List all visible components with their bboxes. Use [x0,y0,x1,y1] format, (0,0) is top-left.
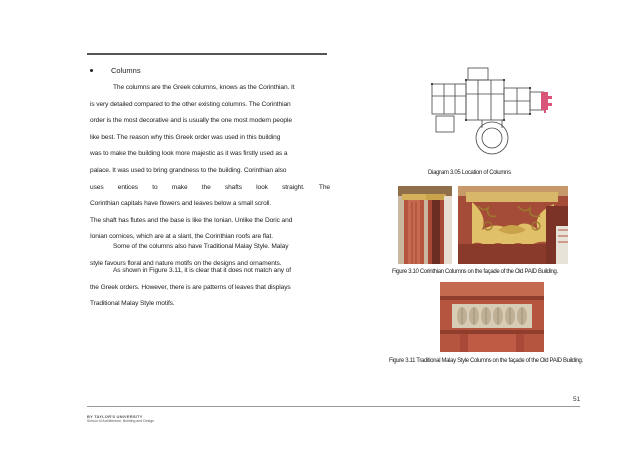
text-line: The shaft has flutes and the base is like the Ionian. Unlike the Doric and [90,216,293,224]
photo-corinthian-column-wide [398,186,452,264]
logo-subtitle: School of Architecture, Building and Design [87,419,155,423]
logo-title: BY TAYLOR'S UNIVERSITY [87,414,143,419]
text-line: Corinthian capitals have flowers and leaves below a small scroll. [90,200,272,208]
word: the [201,183,211,191]
figure-3-11-caption: Figure 3.11 Traditional Malay Style Columns on the façade of the Old PAID Building. [389,358,583,364]
text-line: Traditional Malay Style motifs. [90,300,175,308]
bottom-divider [87,406,580,407]
word: The [318,183,330,191]
text-line: As shown in Figure 3.11, it is clear that it does not match any of [113,267,291,274]
word: look [256,183,268,191]
word: uses [90,183,104,191]
university-logo [87,414,154,424]
text-line: Ionian cornices, which are at a slant, the Corinthian roofs are flat. [90,233,273,241]
word: straight. [282,183,305,191]
text-line: order is the most decorative and is usually the one most modern people [90,117,292,125]
section-heading [90,66,141,75]
text-line: palace. It was used to bring grandness to the building. Corinthian also [90,166,287,174]
paragraph-figure-reference [90,263,330,313]
photo-malay-style-column [440,282,544,352]
text-line: The columns are the Greek columns, knows as the Corinthian. It [113,84,295,91]
word: entices [117,183,138,191]
top-divider [87,53,327,55]
floor-plan-diagram [428,66,556,160]
text-line: Some of the columns also have Traditional Malay Style. Malay [113,243,289,250]
text-line: like best. The reason why this Greek order was used in this building [90,133,281,141]
photo-corinthian-capital [458,186,568,264]
figure-3-10-caption: Figure 3.10 Corinthian Columns on the façade of the Old PAID Building. [392,269,558,275]
page-number: 51 [573,396,581,403]
bullet-icon [90,69,93,72]
heading-text: Columns [111,66,141,75]
text-line: the Greek orders. However, there is are patterns of leaves that displays [90,283,291,291]
text-line: is very detailed compared to the other existing columns. The Corinthian [90,100,291,108]
word: make [171,183,188,191]
paragraph-corinthian [90,80,330,246]
diagram-caption: Diagram 3.05 Location of Columns [428,170,511,176]
word: to [152,183,158,191]
text-line-justified [90,180,330,197]
text-line: style favours floral and nature motifs on the designs and ornaments. [90,259,282,267]
word: shafts [224,183,242,191]
text-line: was to make the building look more majestic as it was firstly used as a [90,150,288,158]
